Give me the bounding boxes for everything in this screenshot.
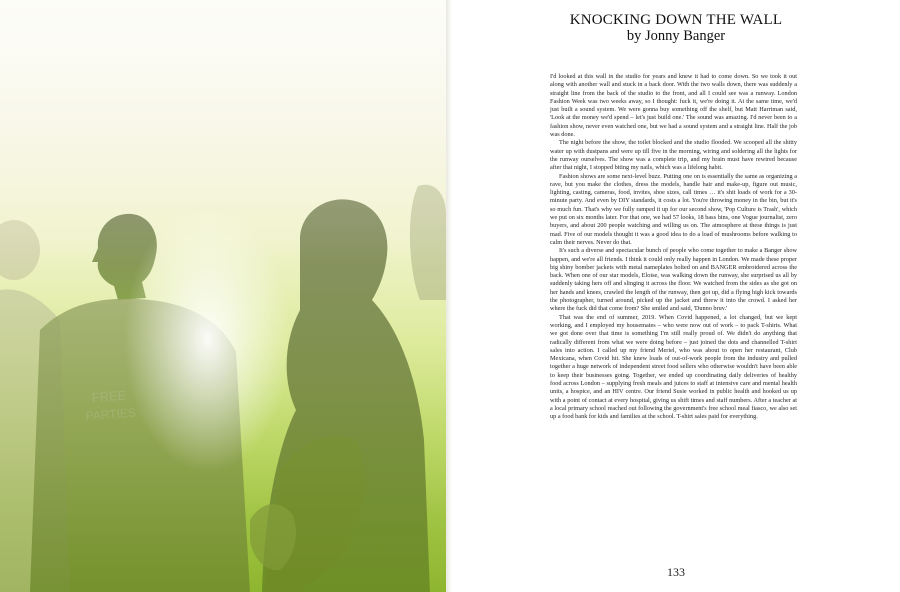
article-page <box>452 0 900 592</box>
paragraph-4: It's such a diverse and spectacular bunch of people who come together to make a Banger show happen, and we're all friends. I think it could only really happen in London. We made these proper big shiny bomber jackets with metal nameplates bolted on and BANGER embroidered across the back. When one of our star models, Eloise, was walking down the runway, she surprised us all by suddenly taking hers off and slinging it across the floor. We watched from the sides as she got on her hands and knees, crawled the length of the runway, then got up, did a flying high kick towards the photographer, turned around, picked up the jacket and threw it into the crowd. I asked her where the fuck did that come from? She smiled and said, 'Dunno bruv.' <box>550 247 797 313</box>
crowd-photo <box>0 0 446 592</box>
article-title: KNOCKING DOWN THE WALL <box>569 12 783 28</box>
crowd-silhouettes <box>0 0 446 592</box>
article-byline: by Jonny Banger <box>626 28 726 44</box>
article-body <box>550 73 797 421</box>
page-number: 133 <box>667 565 685 579</box>
paragraph-5: That was the end of summer, 2019. When Covid happened, a lot changed, but we kept working, and I employed my housemates – who were now out of work – to pack T-shirts. What we got done over that time is something I'm still really proud of. We didn't do anything that radically different from what we were doing before – just joined the dots and channelled T-shirt sales into action. I called up my friend Meriel, who was about to open her restaurant, Club Mexicana, when Covid hit. She knew loads of out-of-work people from the industry and pulled together a huge network of independent street food sellers who otherwise wouldn't have been able to keep their businesses going. Together, we ended up coordinating daily deliveries of healthy food across London – supplying fresh meals and juices to staff at intensive care and mental health units, a hospice, and an HIV centre. Our friend Susie worked in public health and hooked us up with a point of contact at every hospital, giving us shift times and staff numbers. After a teacher at a local primary school reached out following the government's free school meal fiasco, we also set up a food bank for kids and families at the school. T-shirt sales paid for everything. <box>550 313 797 421</box>
paragraph-2: The night before the show, the toilet blocked and the studio flooded. We scooped all the shitty water up with dustpans and were up till five in the morning, wiring and soldering all the lights for the runway ourselves. The show was a complete trip, and my brain must have rewired because after that night, I stopped biting my nails, which was a lifelong habit. <box>550 139 797 172</box>
paragraph-1: I'd looked at this wall in the studio for years and knew it had to come down. So we took it out along with another wall and stuck in a back door. With the two walls down, there was suddenly a straight line from the back of the studio to the front, and all I could see was a runway. London Fashion Week was two weeks away, so I thought: fuck it, we're doing it. At the same time, we'd just built a sound system. We were gonna buy something off the shelf, but Matt Harriman said, 'Look at the money we'd spend – let's just build one.' The sound was amazing. I'd never been to a fashion show, never even watched one, but we had a sound system and a straight line. Half the job was done. <box>550 73 797 139</box>
paragraph-3: Fashion shows are some next-level buzz. Putting one on is essentially the same as organizing a rave, but you make the clothes, dress the models, handle hair and make-up, figure out music, lighting, casting, cameras, food, invites, shoe sizes, call times … it's shit loads of work for a 30-minute party. And even by DIY standards, it costs a lot. You're throwing money in the bin, but it's so much fun. That's why we fully ramped it up for our second show, 'Pop Culture is Trash', which we put on six months later. For that one, we had 57 looks, 18 bass bins, one Vogue journalist, zero buyers, and about 200 people watching and willing us on. The atmosphere at these things is just mad. Five of our models thought it was a good idea to do a load of mushrooms before walking to calm their nerves. Never do that. <box>550 172 797 246</box>
